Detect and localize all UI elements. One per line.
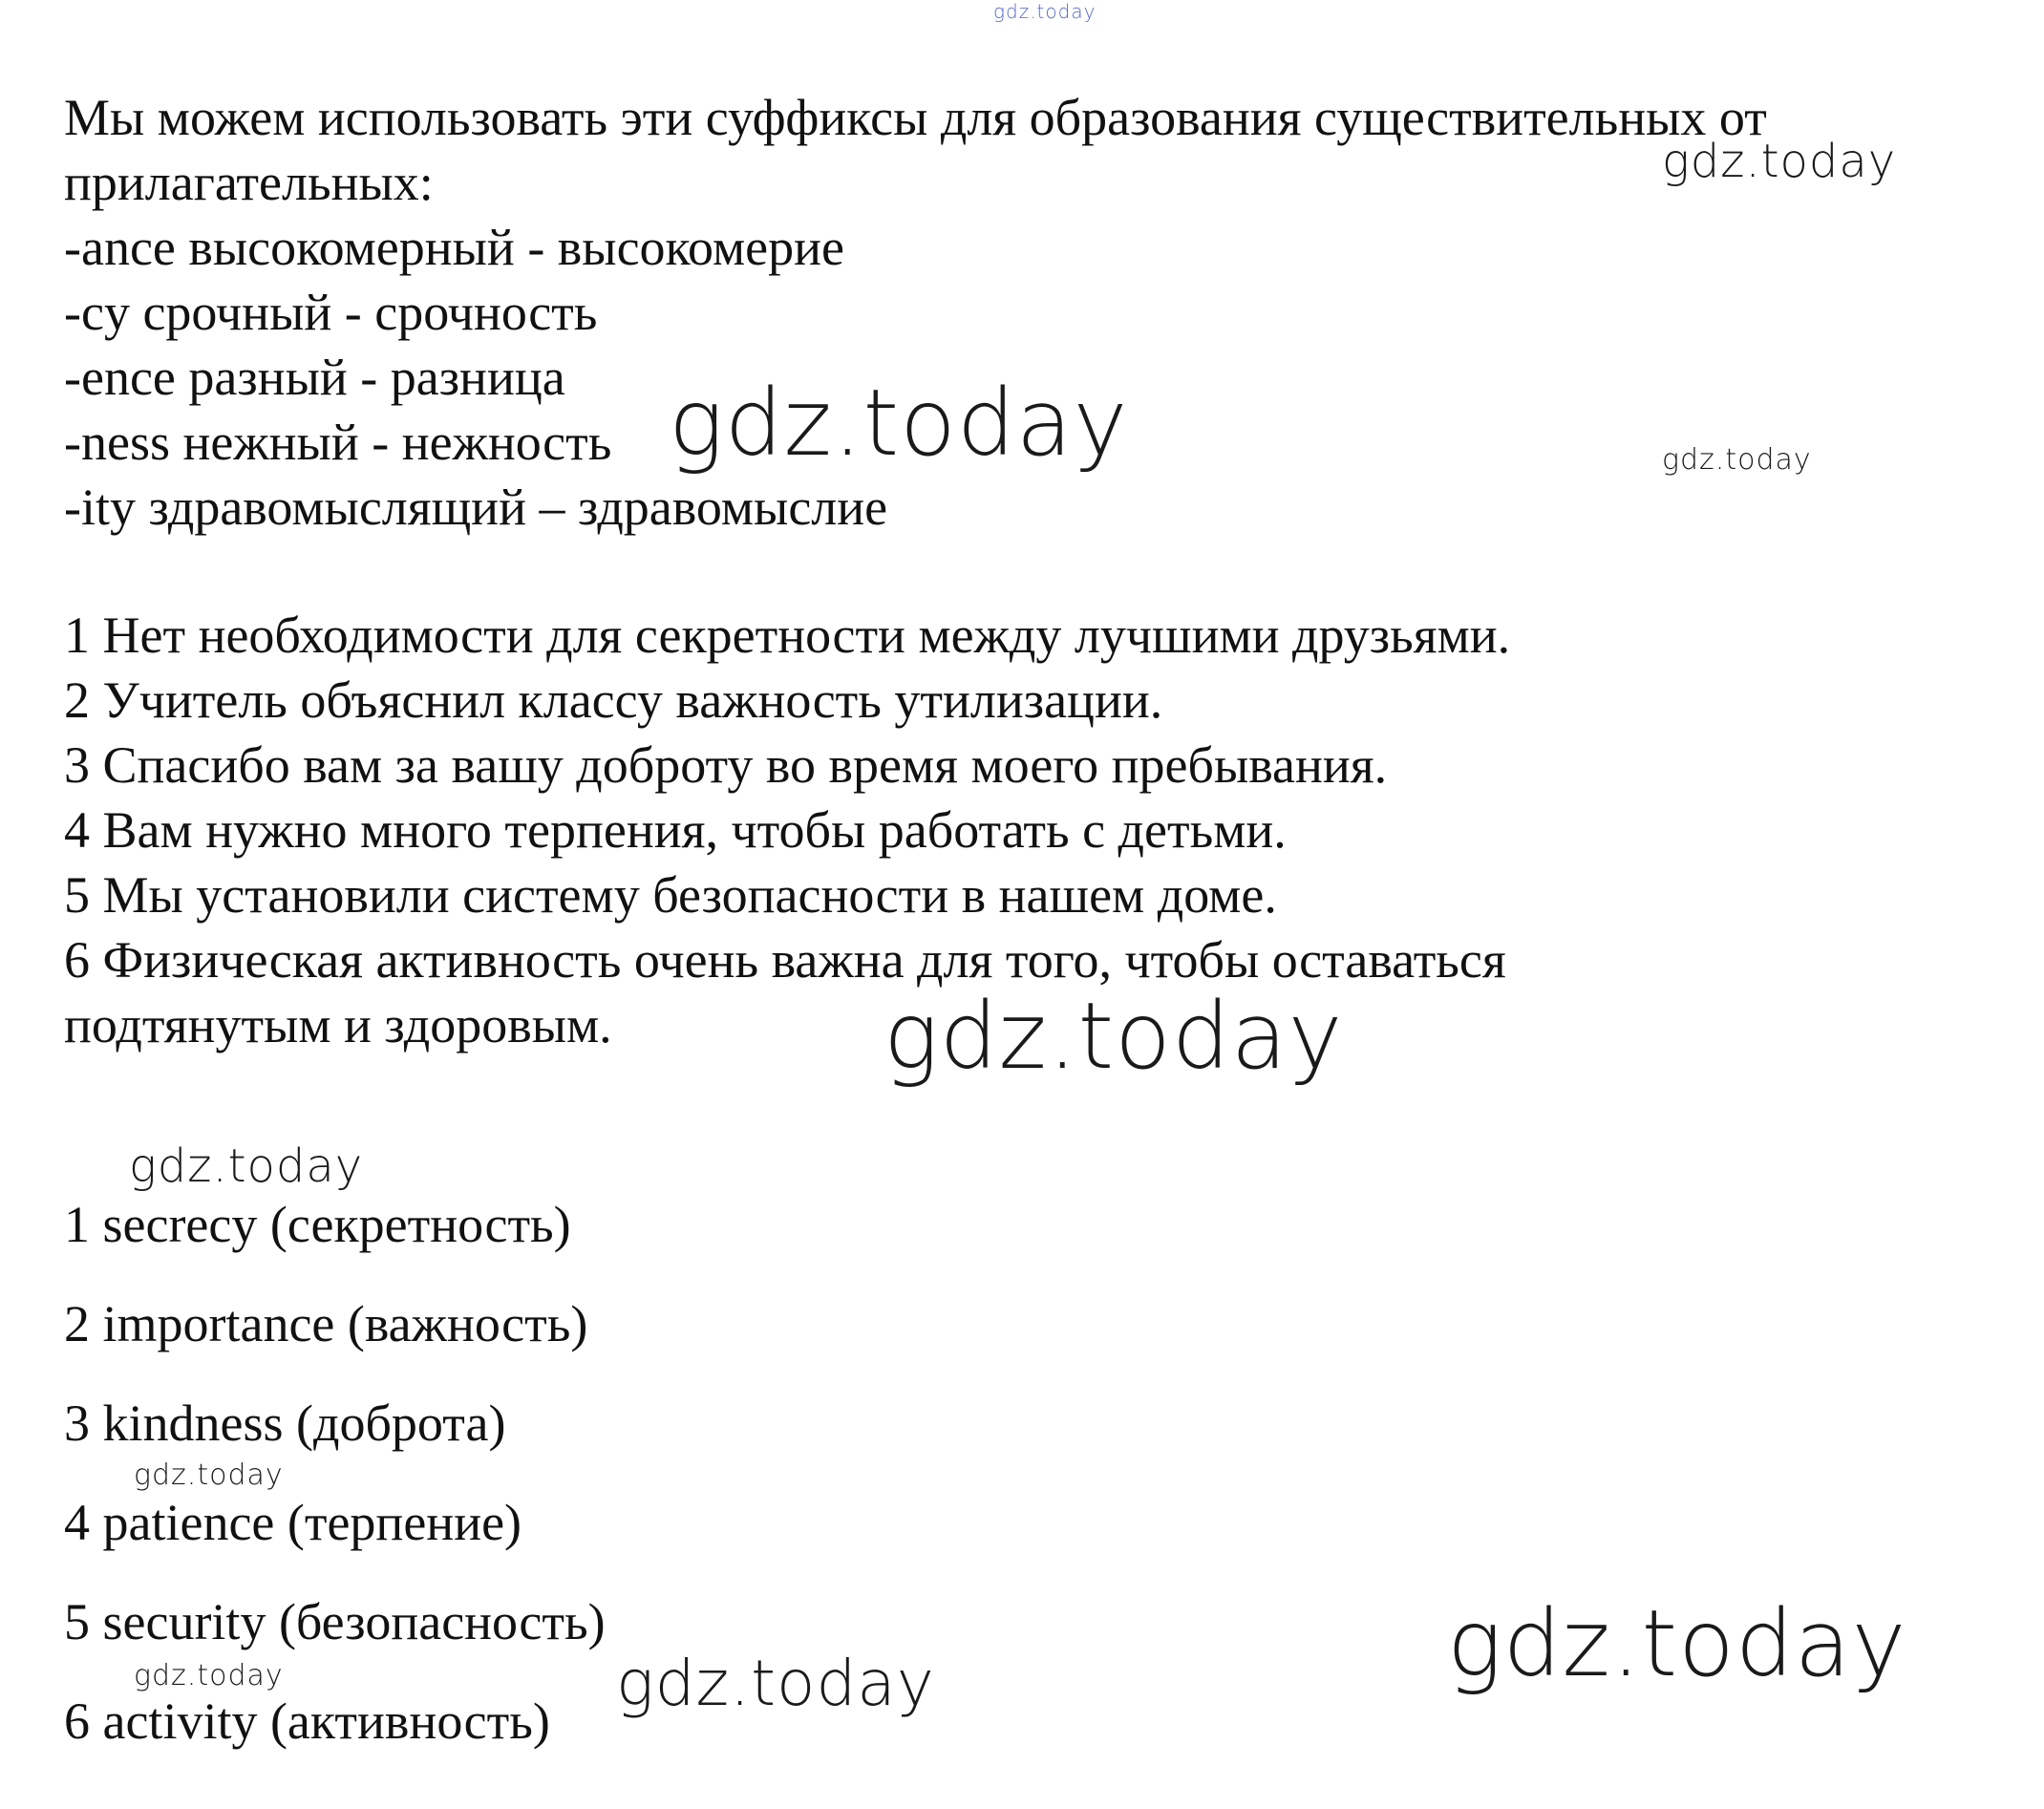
suffix-item: -ness нежный - нежность <box>64 414 612 471</box>
intro-line: Мы можем использовать эти суффиксы для образования существительных от <box>64 89 1767 146</box>
answer-item: 2 importance (важность) <box>64 1295 588 1352</box>
translation-sentence: подтянутым и здоровым. <box>64 996 612 1053</box>
translation-sentence: 4 Вам нужно много терпения, чтобы работать с детьми. <box>64 801 1287 859</box>
watermark: gdz.today <box>993 0 1097 23</box>
watermark: gdz.today <box>884 983 1344 1090</box>
watermark: gdz.today <box>134 1458 284 1492</box>
answer-item: 1 secrecy (секретность) <box>64 1196 571 1253</box>
answer-item: 6 activity (активность) <box>64 1692 550 1750</box>
answer-item: 5 security (безопасность) <box>64 1593 606 1650</box>
translation-sentence: 5 Мы установили систему безопасности в нашем доме. <box>64 866 1277 924</box>
translation-sentence: 3 Спасибо вам за вашу доброту во время моего пребывания. <box>64 736 1388 794</box>
translation-sentence: 1 Нет необходимости для секретности между лучшими друзьями. <box>64 607 1511 664</box>
suffix-item: -ity здравомыслящий – здравомыслие <box>64 479 888 536</box>
suffix-item: -ence разный - разница <box>64 349 565 406</box>
watermark: gdz.today <box>1662 135 1897 188</box>
answer-item: 3 kindness (доброта) <box>64 1394 506 1452</box>
watermark: gdz.today <box>129 1139 364 1193</box>
translation-sentence: 2 Учитель объяснил классу важность утилизации. <box>64 671 1163 729</box>
watermark: gdz.today <box>1447 1590 1907 1697</box>
answer-item: 4 patience (терпение) <box>64 1494 522 1551</box>
translation-sentence: 6 Физическая активность очень важна для того, чтобы оставаться <box>64 931 1506 989</box>
suffix-item: -ance высокомерный - высокомерие <box>64 219 845 276</box>
watermark: gdz.today <box>669 370 1129 477</box>
intro-line: прилагательных: <box>64 154 434 211</box>
watermark: gdz.today <box>134 1659 284 1692</box>
watermark: gdz.today <box>1662 443 1812 477</box>
watermark: gdz.today <box>616 1647 935 1720</box>
suffix-item: -cy срочный - срочность <box>64 284 598 341</box>
